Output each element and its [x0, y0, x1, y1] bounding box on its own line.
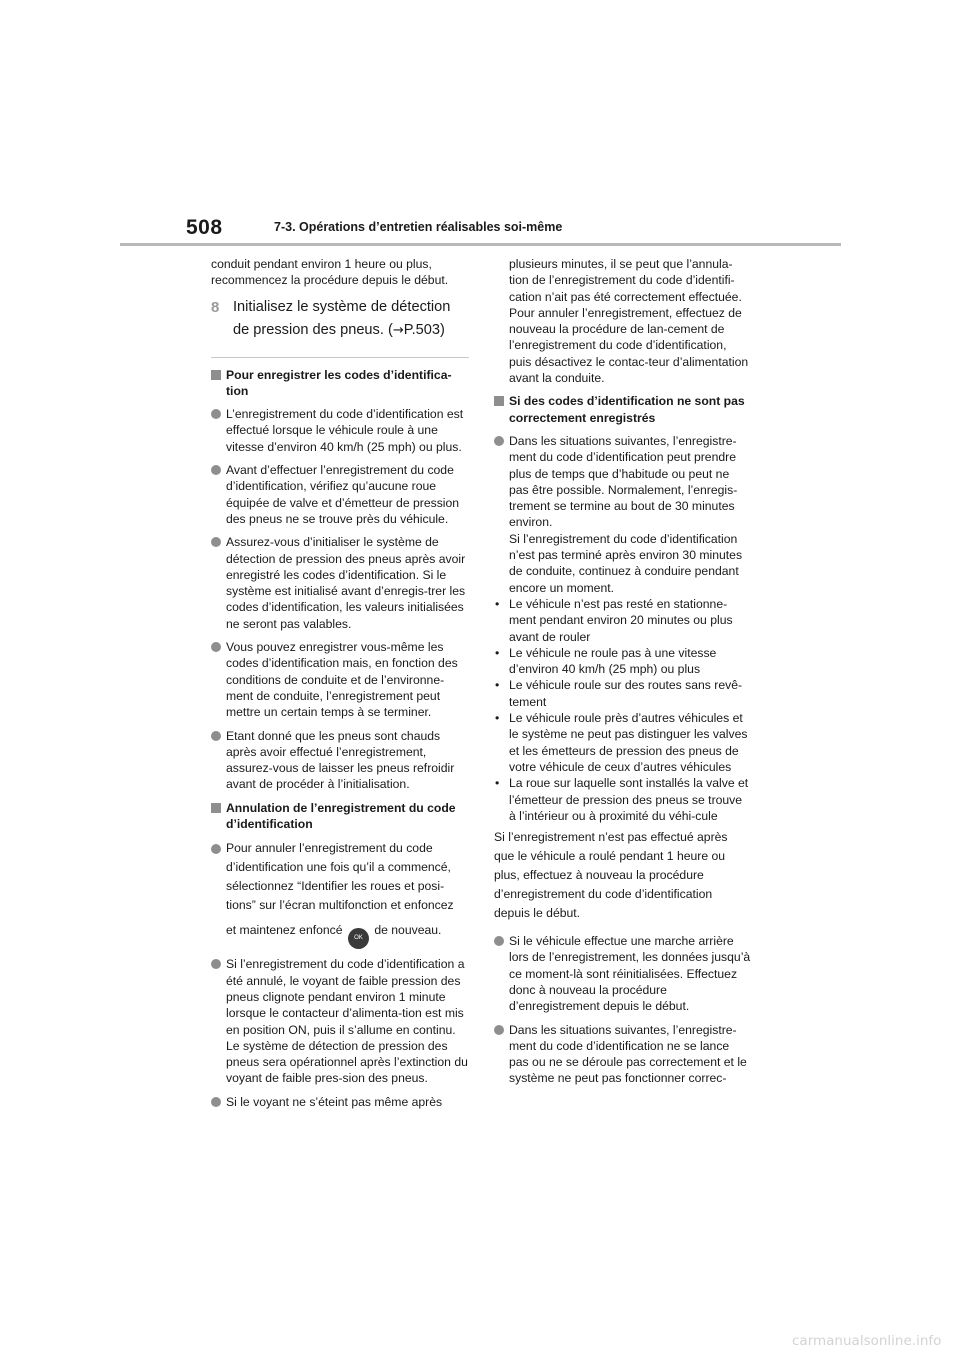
- bullet-item: [494, 433, 752, 596]
- square-marker-icon: [494, 396, 504, 406]
- intro-paragraph: conduit pendant environ 1 heure ou plus, recommencez la procédure depuis le début.: [211, 257, 449, 288]
- bullet-item: [211, 639, 469, 720]
- sub-bullet-mark: •: [495, 645, 500, 660]
- left-column: [211, 256, 469, 1117]
- step-text-part-a: de pression des pneus. (: [233, 321, 393, 338]
- circle-bullet-icon: [494, 936, 504, 946]
- sub-list-item: [494, 645, 752, 678]
- heading-cancel-registration: [211, 800, 469, 833]
- bullet-item: [211, 406, 469, 455]
- circle-bullet-icon: [211, 642, 221, 652]
- bullet-tail-b: de nouveau.: [374, 923, 442, 938]
- circle-bullet-icon: [494, 436, 504, 446]
- sub-bullet-mark: •: [495, 776, 500, 791]
- bullet-item: [211, 462, 469, 527]
- after-paragraph: [494, 828, 752, 923]
- bullet-text: Si le voyant ne s’éteint pas même après: [226, 1094, 443, 1109]
- section-title: 7-3. Opérations d’entretien réalisables soi-même: [274, 220, 563, 234]
- heading-text: Si des codes d’identification ne sont pas correctement enregistrés: [509, 394, 745, 425]
- step-text-line-2: [233, 319, 469, 342]
- bullet-text: Assurez-vous d’initialiser le système de détection de pression des pneus après avoir enregistré les codes d’identification. Si le système est initialisé avant d’enregis-trer les codes d’identification, les valeurs initialisées ne seront pas valables.: [226, 535, 466, 631]
- sub-item-text: Le véhicule n’est pas resté en stationne-ment pendant environ 20 minutes ou plus avant de rouler: [509, 596, 733, 644]
- heading-register-codes: [211, 367, 469, 400]
- heading-codes-not-registered: [494, 393, 752, 426]
- sub-list-item: [494, 596, 752, 645]
- page-number: 508: [186, 216, 223, 239]
- bullet-item: [211, 956, 469, 1086]
- bullet-text: Vous pouvez enregistrer vous-même les codes d’identification mais, en fonction des conditions de conduite et de l’environne-ment de conduite, l’enregistrement peut mettre un certain temps à se terminer.: [226, 640, 458, 720]
- continued-paragraph: plusieurs minutes, il se peut que l’annula-tion de l’enregistrement du code d’identifi-cation n’ait pas été correctement effectuée. Pour annuler l’enregistrement, effectuez de nouveau la procédure de lan-cement de l’enregistrement du code d’identification, puis désactivez le contac-teur d’alimentation avant la conduite.: [509, 257, 749, 386]
- bullet-item: [211, 534, 469, 632]
- section-divider: [211, 357, 469, 358]
- sub-list-item: [494, 775, 752, 824]
- bullet-text: Pour annuler l’enregistrement du code d’identification une fois qu’il a commencé, sélectionnez “Identifier les roues et posi-tions” sur l’écran multifonction et enfoncez: [226, 841, 454, 913]
- bullet-item: [211, 839, 469, 949]
- sub-bullet-mark: •: [495, 678, 500, 693]
- sub-item-text: La roue sur laquelle sont installés la valve et l’émetteur de pression des pneus se trouve à l’intérieur ou à proximité du véhi-cule: [509, 776, 749, 823]
- circle-bullet-icon: [211, 731, 221, 741]
- bullet-text-continued: Si l’enregistrement du code d’identification n’est pas terminé après environ 30 minutes de conduite, continuez à conduire pendant encore un moment.: [509, 531, 743, 595]
- page-reference-link[interactable]: P.503): [403, 321, 445, 338]
- heading-text: Pour enregistrer les codes d’identifica-tion: [226, 367, 452, 398]
- ok-button-icon: OK: [348, 928, 369, 949]
- step-text-line-1: Initialisez le système de détection: [233, 298, 451, 315]
- after-line: d’enregistrement du code d’identification: [494, 887, 713, 902]
- bullet-item: [494, 933, 752, 1014]
- bullet-item: [211, 728, 469, 793]
- sub-bullet-mark: •: [495, 711, 500, 726]
- bullet-item: [211, 1094, 469, 1110]
- after-line: que le véhicule a roulé pendant 1 heure ou: [494, 849, 726, 864]
- circle-bullet-icon: [211, 537, 221, 547]
- bullet-text: Si le véhicule effectue une marche arrière lors de l’enregistrement, les données jusqu’à ce moment-là sont réinitialisées. Effectuez donc à nouveau la procédure d’enregistrement depuis le début.: [509, 934, 751, 1014]
- circle-bullet-icon: [211, 409, 221, 419]
- bullet-tail: [226, 921, 469, 949]
- sub-list-item: [494, 710, 752, 775]
- bullet-text: Si l’enregistrement du code d’identification a été annulé, le voyant de faible pression des pneus clignote pendant environ 1 minute lorsque le contacteur d’alimenta-tion est mis en position ON, puis il s’allume en continu. Le système de détection de pression des pneus sera opérationnel après l’extinction du voyant de faible pres-sion des pneus.: [226, 957, 468, 1086]
- bullet-text: L’enregistrement du code d’identification est effectué lorsque le véhicule roule à une vitesse d’environ 40 km/h (25 mph) ou plus.: [226, 407, 464, 454]
- square-marker-icon: [211, 803, 221, 813]
- watermark: carmanualsonline.info: [792, 1333, 942, 1349]
- circle-bullet-icon: [211, 1097, 221, 1107]
- square-marker-icon: [211, 370, 221, 380]
- sub-item-text: Le véhicule roule sur des routes sans revê-tement: [509, 678, 743, 709]
- bullet-text: Avant d’effectuer l’enregistrement du code d’identification, vérifiez qu’aucune roue équipée de valve et d’émetteur de pression des pneus ne se trouve près du véhicule.: [226, 463, 460, 526]
- circle-bullet-icon: [211, 844, 221, 854]
- bullet-text: Dans les situations suivantes, l’enregistre-ment du code d’identification ne se lance pas ou ne se déroule pas correctement et le système ne peut pas fonctionner correc-: [509, 1022, 747, 1086]
- step-number: 8: [211, 298, 220, 316]
- bullet-text: Etant donné que les pneus sont chauds après avoir effectué l’enregistrement, assurez-vous de laisser les pneus refroidir avant de procéder à l’initialisation.: [226, 728, 455, 792]
- circle-bullet-icon: [211, 959, 221, 969]
- circle-bullet-icon: [211, 465, 221, 475]
- bullet-tail-a: et maintenez enfoncé: [226, 923, 343, 938]
- after-line: plus, effectuez à nouveau la procédure: [494, 868, 704, 883]
- bullet-item: [494, 1022, 752, 1087]
- step-8: [211, 296, 469, 342]
- after-line: Si l’enregistrement n’est pas effectué après: [494, 830, 728, 845]
- after-line: depuis le début.: [494, 906, 581, 921]
- header-rule: [120, 243, 841, 246]
- right-column: [494, 256, 752, 1094]
- sub-item-text: Le véhicule roule près d’autres véhicules et le système ne peut pas distinguer les valves et les émetteurs de pression des pneus de votre véhicule de ceux d’autres véhicules: [509, 711, 748, 774]
- circle-bullet-icon: [494, 1025, 504, 1035]
- sub-list-item: [494, 677, 752, 710]
- arrow-right-icon: →: [392, 322, 404, 338]
- bullet-text: Dans les situations suivantes, l’enregistre-ment du code d’identification peut prendre plus de temps que d’habitude ou peut ne pas être possible. Normalement, l’enregis-trement se termine au bout de 30 minutes environ.: [509, 433, 738, 530]
- heading-text: Annulation de l’enregistrement du code d’identification: [226, 800, 456, 832]
- sub-bullet-mark: •: [495, 596, 500, 611]
- sub-item-text: Le véhicule ne roule pas à une vitesse d’environ 40 km/h (25 mph) ou plus: [509, 645, 717, 677]
